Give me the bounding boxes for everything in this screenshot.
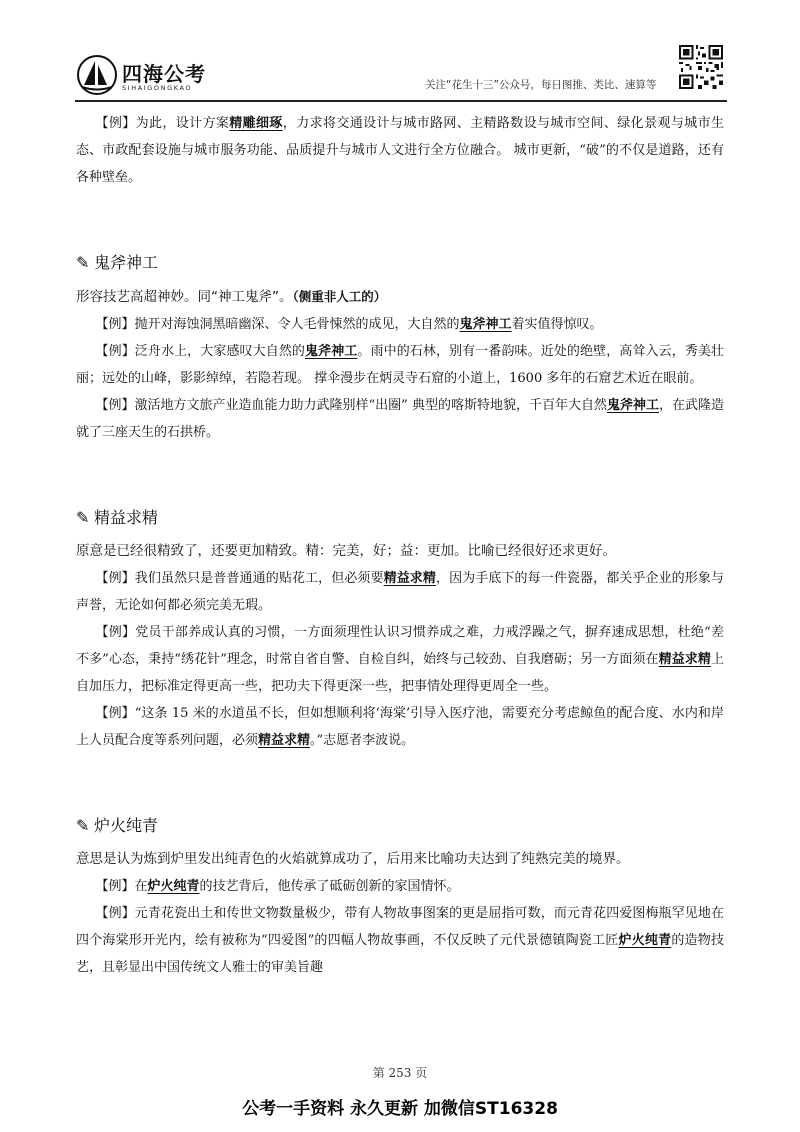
footer-ad: 公考一手资料 永久更新 加微信ST16328 [242,1099,558,1119]
example-paragraph: 【例】党员干部养成认真的习惯，一方面须理性认识习惯养成之难，力戒浮躁之气，摒弃速成思想，杜绝“差不多”心态，秉持“绣花针”理念，时常自省自警、自检自纠，始终与己较劲、自我磨砺；另一方面须在精益求精上自加压力，把标准定得更高一些，把功夫下得更深一些，把事情处理得更周全一些。 [76,625,724,694]
example-paragraph: 【例】为此，设计方案精雕细琢，力求将交通设计与城市路网、主精路数设与城市空间、绿化景观与城市生态、市政配套设施与城市服务功能、品质提升与城市人文进行全方位融合。 城市更新，“破”的不仅是道路，还有各种壁垒。 [76,116,724,185]
header-rule [75,100,727,102]
page-number: 第 253 页 [372,1066,428,1080]
idiom-keyword: 精雕细琢 [229,116,283,131]
example-label: 【例】 [95,116,136,131]
idiom-keyword: 鬼斧神工 [305,344,358,359]
example-paragraph: 【例】我们虽然只是普普通通的贴花工，但必须要精益求精，因为手底下的每一件瓷器，都关乎企业的形象与声誉，无论如何都必须完美无瑕。 [76,571,724,613]
idiom-keyword: 鬼斧神工 [606,398,659,413]
qr-code-icon [679,45,723,89]
idiom-section-jingyiqiujing [76,504,724,532]
definition-text: 原意是已经很精致了，还要更加精致。精：完美，好；益：更加。比喻已经很好还求更好。 [76,543,616,559]
idiom-section-luhuochunqing [76,812,724,840]
definition-text: 形容技艺高超神妙。同“神工鬼斧”。（侧重非人工的） [76,289,387,305]
section-title: ✎ 炉火纯青 [76,812,724,840]
idiom-keyword: 精益求精 [383,571,436,586]
example-paragraph: 【例】泛舟水上，大家感叹大自然的鬼斧神工。雨中的石林，别有一番韵味。近处的绝壁，高耸入云，秀美壮丽；远处的山峰，影影绰绰，若隐若现。 撑伞漫步在炳灵寺石窟的小道上，1600 多年的石窟艺术近在眼前。 [76,344,724,386]
example-paragraph: 【例】元青花瓷出土和传世文物数量极少，带有人物故事图案的更是屈指可数，而元青花四爱图梅瓶罕见地在四个海棠形开光内，绘有被称为“四爱图”的四幅人物故事画，不仅反映了元代景德镇陶瓷工匠炉火纯青的造物技艺，且彰显出中国传统文人雅士的审美旨趣 [76,906,724,975]
example-paragraph: 【例】在炉火纯青的技艺背后，他传承了砥砺创新的家国情怀。 [95,879,460,894]
definition-text: 意思是认为炼到炉里发出纯青色的火焰就算成功了，后用来比喻功夫达到了纯熟完美的境界。 [76,851,630,867]
brand-pinyin: SIHAIGONGKAO [122,84,193,92]
definition-note: （侧重非人工的） [292,289,387,304]
idiom-keyword: 炉火纯青 [618,933,672,948]
pencil-icon: ✎ [76,508,90,527]
idiom-keyword: 精益求精 [658,652,711,667]
idiom-keyword: 精益求精 [258,733,311,748]
idiom-keyword: 鬼斧神工 [459,317,512,332]
pencil-icon: ✎ [76,253,90,272]
idiom-section-guifushengong [76,249,724,277]
idiom-keyword: 炉火纯青 [147,879,200,894]
brand-name: 四海公考 [122,62,206,86]
section-title: ✎ 精益求精 [76,504,724,532]
example-paragraph: 【例】激活地方文旅产业造血能力助力武隆别样“出圈” 典型的喀斯特地貌，千百年大自然鬼斧神工，在武隆造就了三座天生的石拱桥。 [76,398,724,440]
promo-text: 关注“花生十三”公众号，每日图推、类比、速算等 [425,79,657,91]
sailboat-logo-icon [76,54,118,96]
page-content [76,110,724,981]
example-paragraph: 【例】“这条 15 米的水道虽不长，但如想顺利将‘海棠’引导入医疗池，需要充分考虑鲸鱼的配合度、水内和岸上人员配合度等系列问题，必须精益求精。”志愿者李波说。 [76,706,724,748]
pencil-icon: ✎ [76,816,90,835]
section-title: ✎ 鬼斧神工 [76,249,724,277]
example-paragraph: 【例】抛开对海蚀洞黑暗幽深、令人毛骨悚然的成见，大自然的鬼斧神工着实值得惊叹。 [95,317,603,332]
page-header [0,0,800,108]
